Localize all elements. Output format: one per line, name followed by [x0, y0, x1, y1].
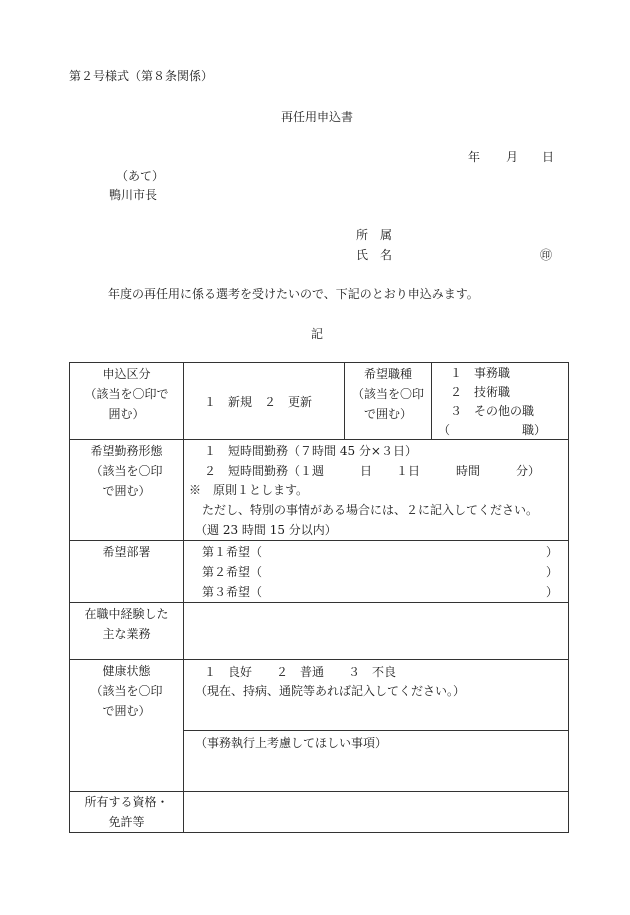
- seal-mark: ㊞: [540, 248, 553, 262]
- form-number: 第２号様式（第８条関係）: [69, 69, 214, 83]
- department-choice-2-close: ）: [546, 565, 559, 579]
- qualifications-label: 所有する資格・: [84, 795, 169, 809]
- row-qualifications: [70, 792, 569, 833]
- desired-job-options: [438, 364, 547, 440]
- application-type-label-note1: （該当を〇印で: [84, 387, 169, 401]
- row-work-form: [70, 440, 569, 541]
- work-form-label-note2: で囲む）: [102, 484, 151, 498]
- application-type-label-note2: 囲む）: [108, 407, 145, 421]
- row-health: [70, 660, 569, 792]
- work-form-option-2[interactable]: ２ 短時間勤務（１週 日 １日 時間 分）: [204, 464, 541, 478]
- experience-label-2: 主な業務: [102, 627, 151, 641]
- work-form-label-note1: （該当を〇印: [90, 464, 163, 478]
- department-choice-1-close: ）: [546, 545, 559, 559]
- job-option-technical[interactable]: ２ 技術職: [450, 385, 511, 399]
- qualifications-input-cell[interactable]: [184, 792, 569, 833]
- department-choice-1[interactable]: 第１希望（: [202, 545, 263, 559]
- application-table: [69, 362, 569, 833]
- experience-label-cell: [70, 603, 184, 660]
- work-form-value-cell: [184, 440, 569, 541]
- date-day-label: 日: [542, 150, 555, 164]
- work-form-note-2: ただし、特別の事情がある場合には、２に記入してください。: [202, 503, 539, 517]
- health-value-cell: [184, 660, 569, 792]
- name-label: 氏 名: [356, 248, 393, 262]
- desired-job-label: 希望職種: [363, 367, 412, 381]
- affiliation-label: 所 属: [356, 228, 393, 242]
- department-choice-3[interactable]: 第３希望（: [202, 585, 263, 599]
- department-label: 希望部署: [102, 545, 151, 559]
- job-option-clerical[interactable]: １ 事務職: [450, 366, 511, 380]
- health-label: 健康状態: [102, 664, 151, 678]
- department-choice-3-close: ）: [546, 585, 559, 599]
- date-year-label: 年: [468, 150, 481, 164]
- row-experience: [70, 603, 569, 660]
- qualifications-label-2: 免許等: [108, 815, 145, 829]
- divider: [431, 363, 432, 439]
- qualifications-label-cell: [70, 792, 184, 833]
- experience-input-cell[interactable]: [184, 603, 569, 660]
- ki-heading: 記: [311, 327, 324, 341]
- department-value-cell: [184, 541, 569, 603]
- application-type-value-cell: [184, 363, 569, 440]
- health-note: （現在、持病、通院等あれば記入してください。）: [195, 684, 466, 698]
- department-label-cell: [70, 541, 184, 603]
- row-application-type: [70, 363, 569, 440]
- work-form-option-1[interactable]: １ 短時間勤務（７時間 45 分×３日）: [204, 444, 417, 458]
- work-form-label: 希望勤務形態: [90, 444, 163, 458]
- application-type-options[interactable]: １ 新規 ２ 更新: [204, 395, 313, 409]
- experience-label: 在職中経験した: [84, 607, 169, 621]
- intro-text: 年度の再任用に係る選考を受けたいので、下記のとおり申込みます。: [108, 287, 479, 301]
- desired-job-label-note2: で囲む）: [363, 407, 412, 421]
- work-form-note: ※ 原則１とします。: [189, 483, 309, 497]
- page-title: 再任用申込書: [281, 110, 354, 124]
- health-options[interactable]: １ 良好 ２ 普通 ３ 不良: [204, 665, 397, 679]
- work-form-note-3: （週 23 時間 15 分以内）: [195, 523, 337, 537]
- health-label-note2: で囲む）: [102, 704, 151, 718]
- health-divider: [184, 730, 568, 731]
- row-department: [70, 541, 569, 603]
- health-label-cell: [70, 660, 184, 792]
- department-choice-2[interactable]: 第２希望（: [202, 565, 263, 579]
- job-option-other[interactable]: ３ その他の職: [450, 404, 535, 418]
- work-form-label-cell: [70, 440, 184, 541]
- addressee-name: 鴨川市長: [109, 188, 158, 202]
- application-type-label-cell: [70, 363, 184, 440]
- desired-job-label-block: [345, 364, 431, 424]
- date-month-label: 月: [506, 150, 519, 164]
- job-option-other-field[interactable]: （ 職）: [438, 423, 547, 437]
- addressee-ate: （あて）: [116, 169, 165, 183]
- desired-job-label-note1: （該当を〇印: [351, 387, 424, 401]
- consideration-label: （事務執行上考慮してほしい事項）: [195, 736, 388, 750]
- health-label-note1: （該当を〇印: [90, 684, 163, 698]
- application-type-label: 申込区分: [102, 367, 151, 381]
